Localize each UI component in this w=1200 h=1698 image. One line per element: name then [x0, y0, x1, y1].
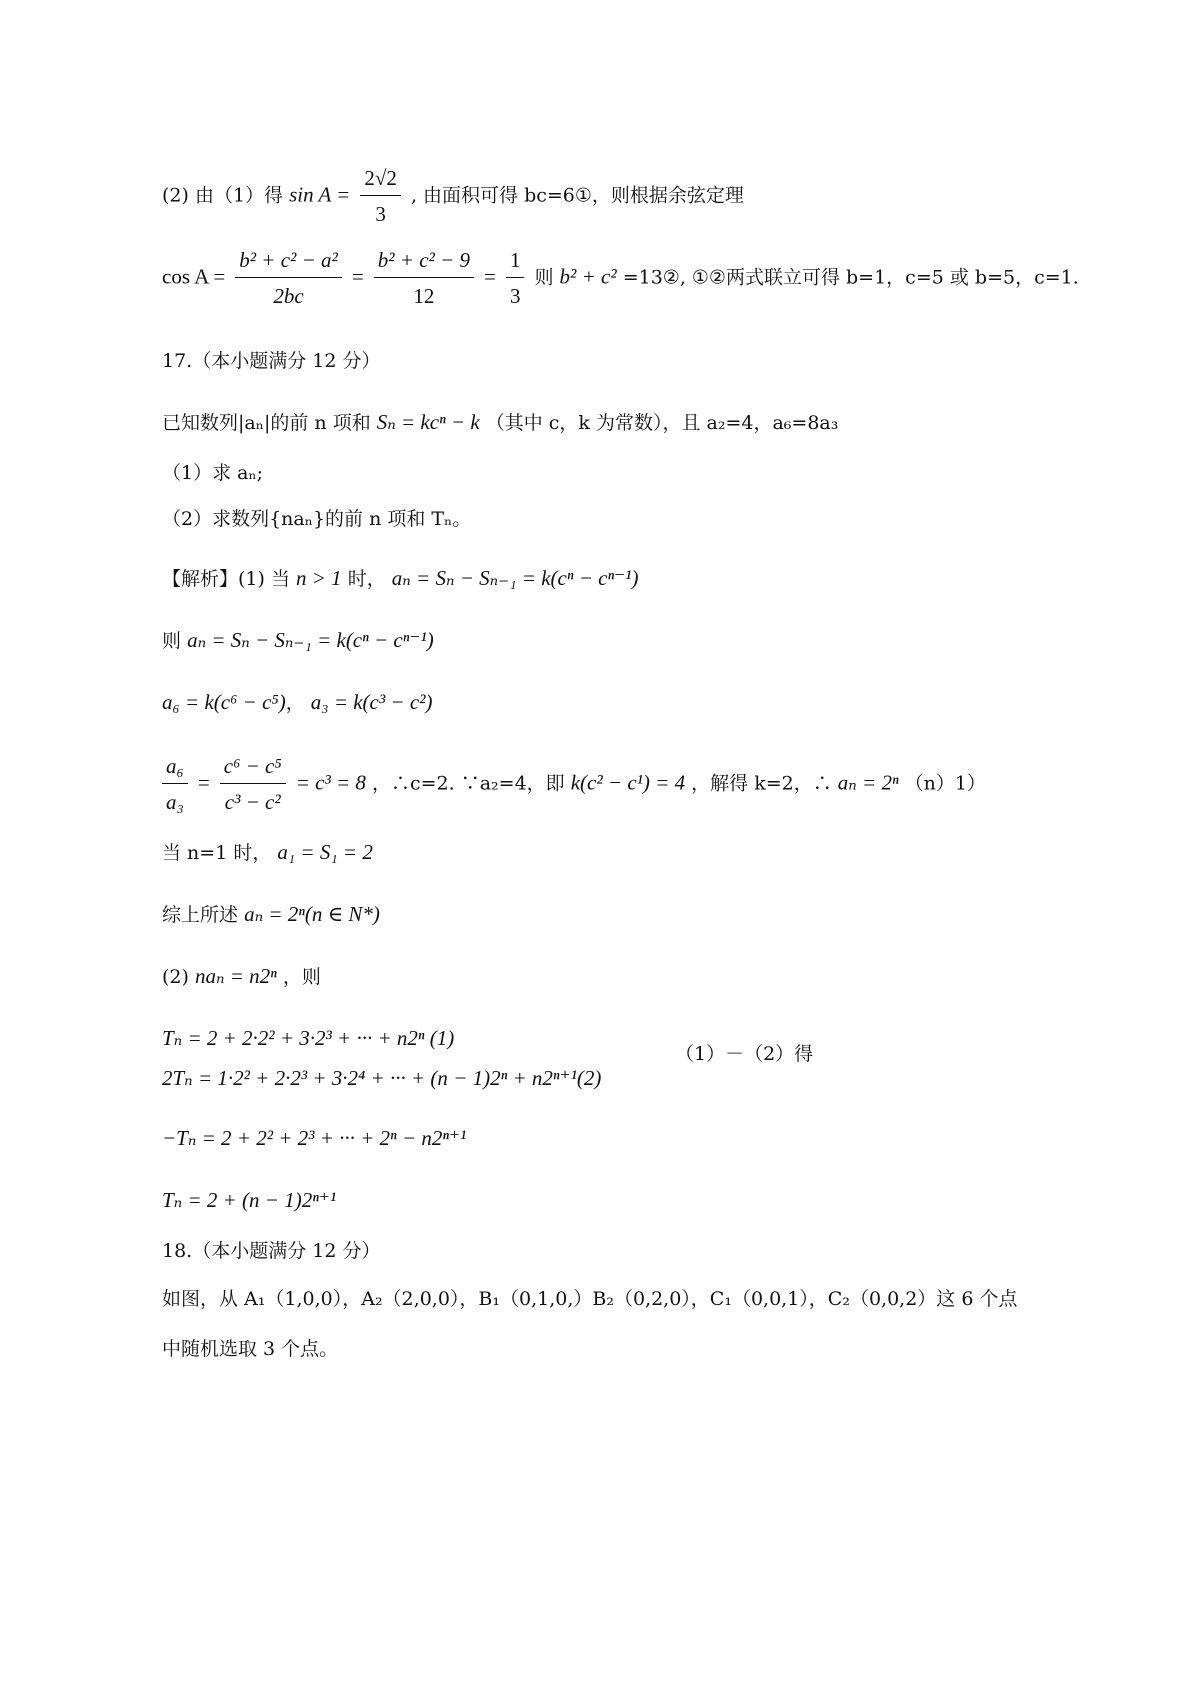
- problem-17-part1: （1）求 aₙ;: [162, 462, 264, 484]
- text: ，解得 k=2，∴: [691, 772, 832, 795]
- equation-1: Tₙ = 2 + 2·2² + 3·2³ + ··· + n2ⁿ (1): [162, 1026, 455, 1050]
- fraction-denominator: a₃: [166, 790, 184, 814]
- text: 当 n=1 时，: [162, 842, 272, 864]
- text: 【解析】(1) 当: [162, 568, 290, 590]
- problem-17-part2: （2）求数列{naₙ}的前 n 项和 Tₙ。: [162, 508, 472, 530]
- text: 则: [162, 630, 182, 652]
- fraction-denominator: 2bc: [273, 284, 304, 308]
- text: 已知数列: [162, 412, 239, 434]
- math-expr: aₙ = 2ⁿ(n ∈ N*): [244, 902, 380, 926]
- math-expr: aₙ = 2ⁿ: [837, 770, 899, 795]
- math-expr: naₙ = n2ⁿ: [194, 964, 277, 988]
- solution-line: [162, 630, 434, 651]
- text: ，: [285, 692, 305, 714]
- fraction-numerator: 2√2: [360, 168, 401, 196]
- fraction-numerator: c⁶ − c⁵: [220, 756, 286, 784]
- equals: =: [484, 264, 496, 289]
- solution-line-ratio: [162, 756, 986, 813]
- problem-18-heading: 18.（本小题满分 12 分）: [162, 1240, 381, 1262]
- text: (2) 由（1）得: [162, 184, 284, 207]
- math-expr: a₃ = k(c³ − c²): [310, 690, 433, 714]
- solution-analysis-line: [162, 568, 638, 589]
- fraction: [235, 250, 342, 307]
- problem-18-statement: 如图，从 A₁（1,0,0），A₂（2,0,0），B₁（0,1,0,）B₂（0,2,0），C₁（0,0,1），C₂（0,0,2）这 6 个点: [162, 1288, 1018, 1310]
- fraction-numerator: 1: [506, 250, 525, 278]
- math-expr: Sₙ = kcⁿ − k: [376, 410, 480, 434]
- math-expr: n > 1: [296, 566, 342, 590]
- fraction-numerator: b² + c² − 9: [374, 250, 474, 278]
- text: , 由面积可得 bc=6①，则根据余弦定理: [410, 184, 744, 207]
- fraction: [374, 250, 474, 307]
- solution-line: [162, 842, 373, 863]
- fraction-denominator: 3: [509, 284, 521, 308]
- math-expr: a₁ = S₁ = 2: [277, 840, 373, 864]
- problem-18-statement-cont: 中随机选取 3 个点。: [162, 1338, 339, 1360]
- fraction-denominator: 3: [375, 202, 386, 226]
- text: ，则: [282, 966, 321, 988]
- equation-result: Tₙ = 2 + (n − 1)2ⁿ⁺¹: [162, 1188, 337, 1212]
- math-expr: sin A =: [289, 182, 351, 207]
- solution-line-cosA: [162, 250, 1079, 307]
- fraction-numerator: b² + c² − a²: [235, 250, 342, 278]
- text: (2): [162, 966, 189, 988]
- math-expr: aₙ = Sₙ − Sₙ₋₁ = k(cⁿ − cⁿ⁻¹): [187, 628, 434, 652]
- solution-line-sinA: [162, 168, 744, 225]
- text: 的前 n 项和: [270, 412, 371, 434]
- text: 时，: [347, 568, 386, 590]
- fraction-numerator: a₆: [162, 756, 188, 784]
- problem-17-heading: 17.（本小题满分 12 分）: [162, 350, 381, 372]
- math-expr: b² + c²: [559, 264, 617, 289]
- math-expr: a₆ = k(c⁶ − c⁵): [162, 690, 286, 714]
- math-expr: cos A =: [162, 264, 226, 289]
- math-expr: k(c² − c¹) = 4: [570, 770, 686, 795]
- math-expr: = c³ = 8: [295, 770, 366, 795]
- math-expr: aₙ = Sₙ − Sₙ₋₁ = k(cⁿ − cⁿ⁻¹): [391, 566, 639, 590]
- solution-line: [162, 692, 432, 713]
- text: （n）1）: [904, 772, 986, 795]
- equation-difference: −Tₙ = 2 + 2² + 2³ + ··· + 2ⁿ − n2ⁿ⁺¹: [162, 1126, 467, 1150]
- fraction: [360, 168, 401, 225]
- subtract-note: （1）－（2）得: [675, 1043, 814, 1065]
- fraction: [162, 756, 188, 813]
- fraction-denominator: c³ − c²: [224, 790, 281, 814]
- fraction-denominator: 12: [413, 284, 435, 308]
- text: 综上所述: [162, 904, 239, 926]
- solution-line: [162, 966, 321, 987]
- text: （其中 c，k 为常数），且 a₂=4，a₆=8a₃: [485, 412, 839, 434]
- sequence-symbol: |aₙ|: [238, 412, 271, 434]
- problem-17-statement: [162, 412, 838, 433]
- fraction: [506, 250, 525, 307]
- text: 则: [534, 266, 554, 289]
- equals: =: [197, 770, 210, 795]
- fraction: [220, 756, 286, 813]
- equals: =: [351, 264, 364, 289]
- text: =13②, ①②两式联立可得 b=1，c=5 或 b=5，c=1.: [622, 266, 1079, 289]
- solution-line: [162, 904, 380, 925]
- equation-2: 2Tₙ = 1·2² + 2·2³ + 3·2⁴ + ··· + (n − 1)2ⁿ + n2ⁿ⁺¹(2): [162, 1066, 602, 1090]
- text: ，∴c=2. ∵a₂=4，即: [371, 772, 565, 795]
